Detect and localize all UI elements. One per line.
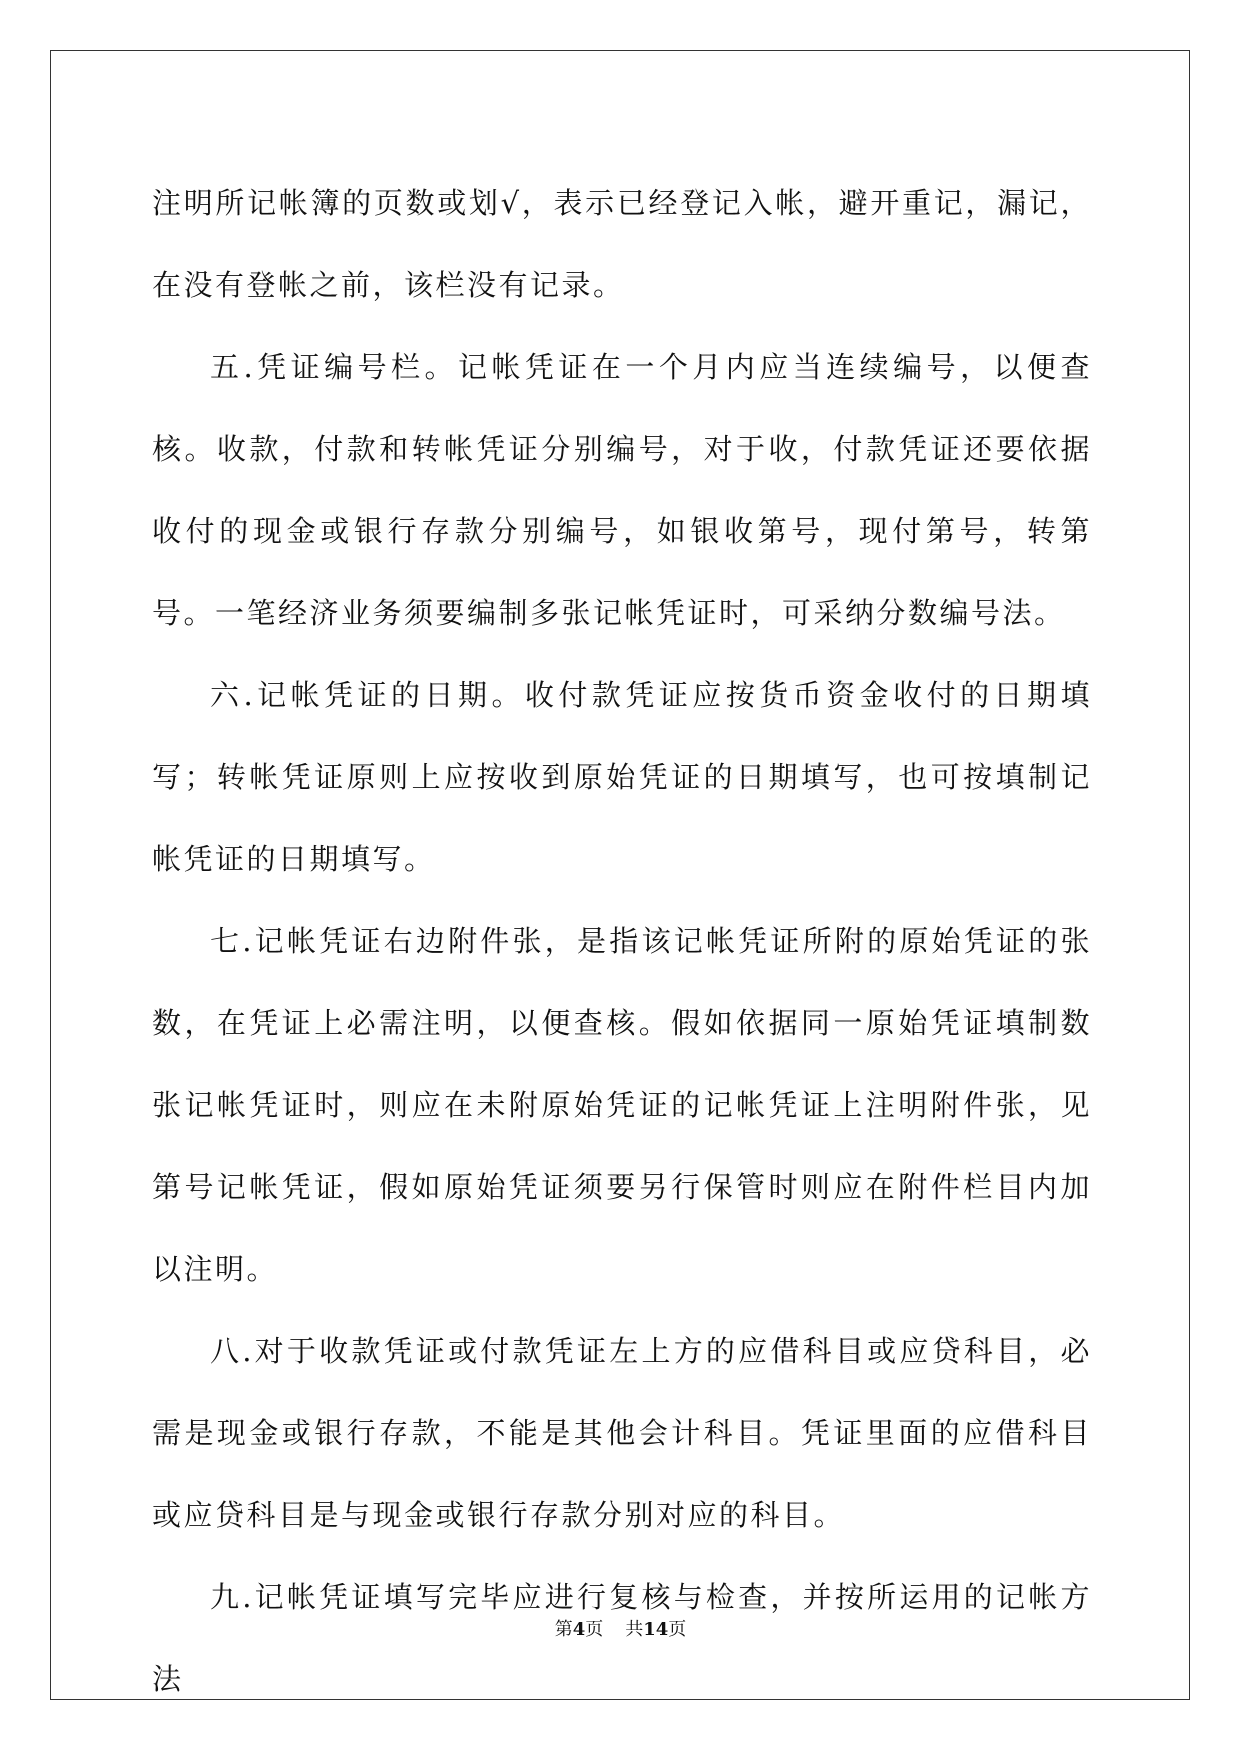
total-pages: 14 xyxy=(643,1619,669,1640)
paragraph-section-5: 五.凭证编号栏。记帐凭证在一个月内应当连续编号，以便查核。收款，付款和转帐凭证分别编号，对于收，付款凭证还要依据收付的现金或银行存款分别编号，如银收第号，现付第号，转第号。一笔经济业务须要编制多张记帐凭证时，可采纳分数编号法。 xyxy=(152,350,1092,630)
page-suffix: 页 xyxy=(585,1619,604,1640)
total-prefix: 共 xyxy=(625,1619,644,1640)
paragraph-section-7: 七.记帐凭证右边附件张，是指该记帐凭证所附的原始凭证的张数，在凭证上必需注明，以便查核。假如依据同一原始凭证填制数张记帐凭证时，则应在未附原始凭证的记帐凭证上注明附件张，见第号记帐凭证，假如原始凭证须要另行保管时则应在附件栏目内加以注明。 xyxy=(152,924,1092,1286)
paragraph-section-6: 六.记帐凭证的日期。收付款凭证应按货币资金收付的日期填写；转帐凭证原则上应按收到原始凭证的日期填写，也可按填制记帐凭证的日期填写。 xyxy=(152,678,1092,876)
page-number: 4 xyxy=(572,1619,586,1640)
paragraph-section-8: 八.对于收款凭证或付款凭证左上方的应借科目或应贷科目，必需是现金或银行存款，不能是其他会计科目。凭证里面的应借科目或应贷科目是与现金或银行存款分别对应的科目。 xyxy=(152,1334,1092,1532)
paragraph-continuation: 注明所记帐簿的页数或划√，表示已经登记入帐，避开重记，漏记，在没有登帐之前，该栏没有记录。 xyxy=(152,186,1092,302)
page-footer xyxy=(0,1615,1241,1641)
paragraph-section-9: 九.记帐凭证填写完毕应进行复核与检查，并按所运用的记帐方法 xyxy=(152,1580,1092,1696)
total-suffix: 页 xyxy=(668,1619,687,1640)
page-prefix: 第 xyxy=(554,1619,573,1640)
document-body xyxy=(152,162,1092,1720)
